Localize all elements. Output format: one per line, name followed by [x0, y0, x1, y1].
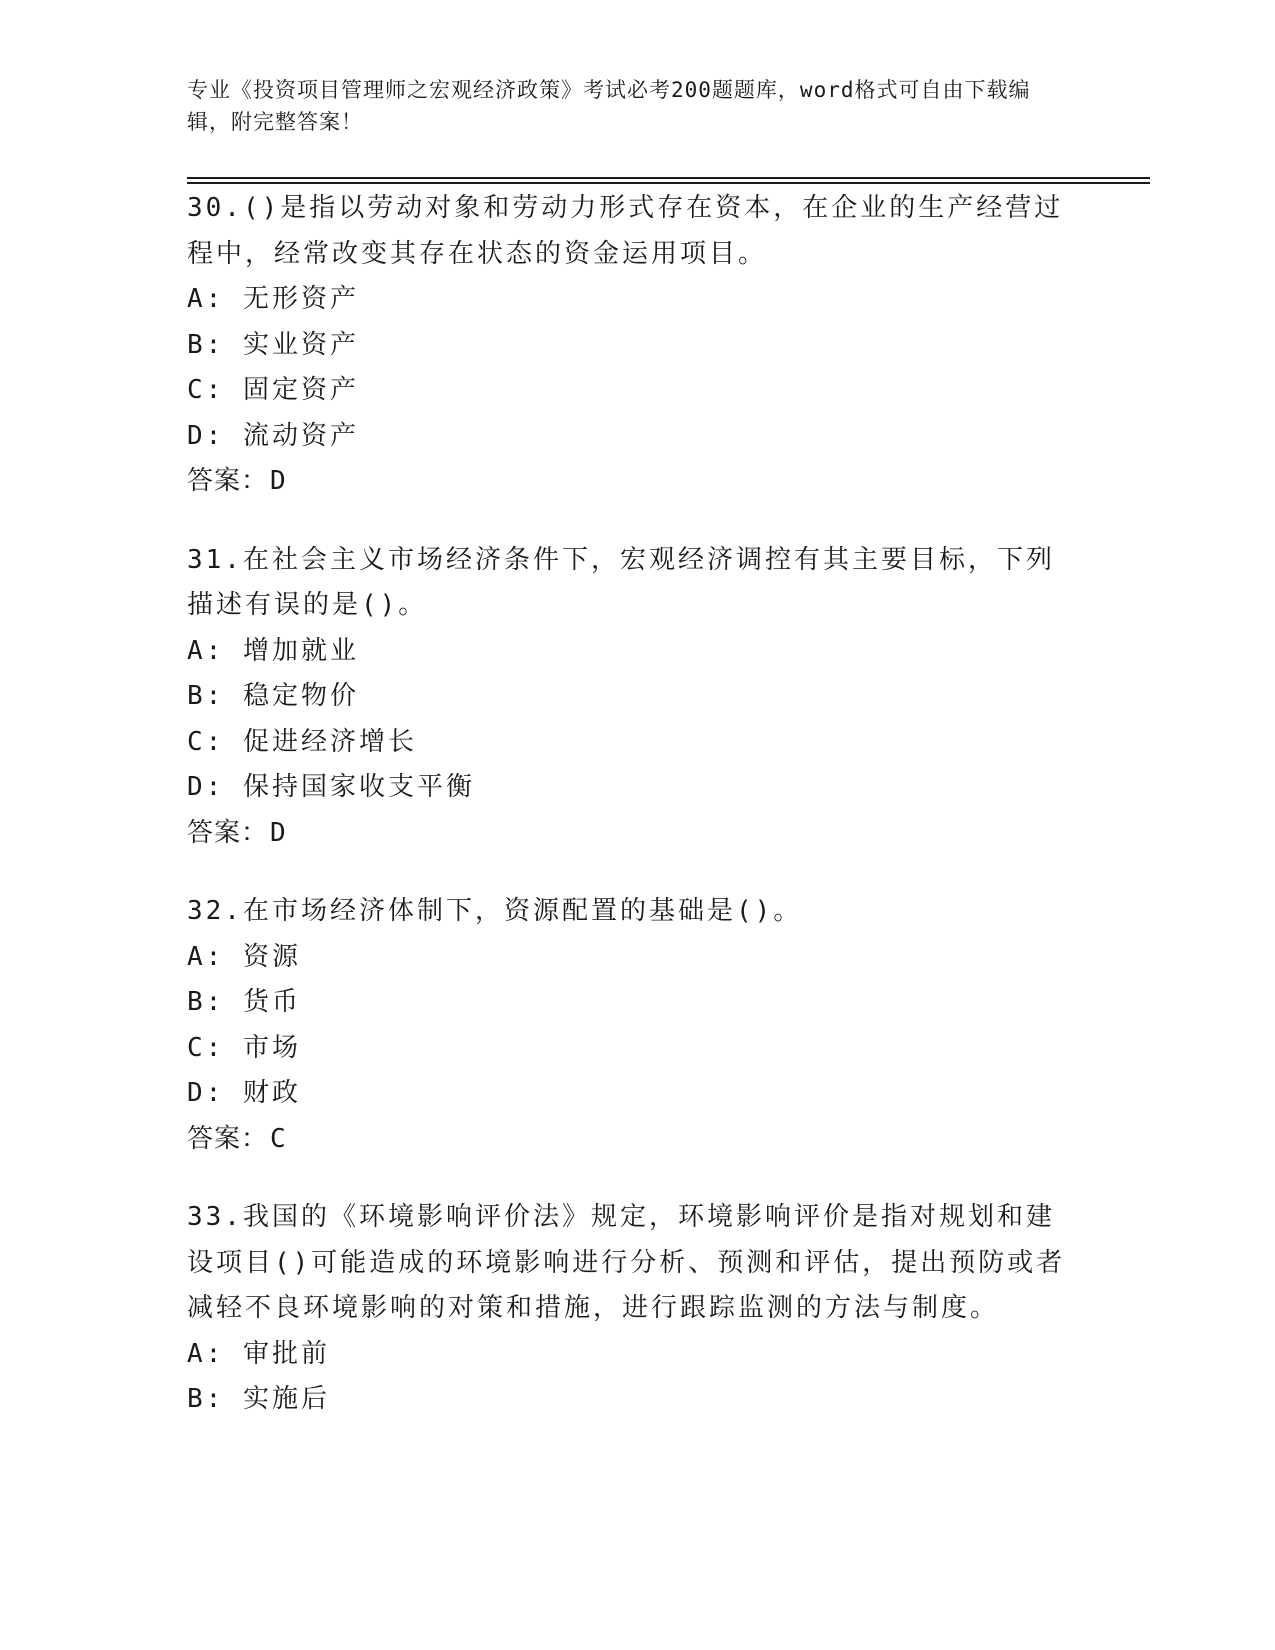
- question-text: 30.()是指以劳动对象和劳动力形式存在资本，在企业的生产经营过程中，经常改变其存在状态的资金运用项目。: [187, 193, 1064, 269]
- option-a: A: 资源: [187, 941, 301, 972]
- answer-line: [187, 459, 1077, 505]
- header-divider-top: [187, 177, 1150, 179]
- question-32: [187, 889, 1077, 1162]
- answer-label: 答案：: [187, 466, 269, 496]
- answer-line: [187, 811, 1077, 857]
- question-text: 33.我国的《环境影响评价法》规定，环境影响评价是指对规划和建设项目()可能造成的环境影响进行分析、预测和评估，提出预防或者减轻不良环境影响的对策和措施，进行跟踪监测的方法与制度。: [187, 1202, 1066, 1323]
- question-33: [187, 1195, 1077, 1423]
- answer-value: D: [270, 466, 287, 496]
- answer-value: C: [270, 1123, 287, 1154]
- option-d: D: 财政: [187, 1078, 301, 1108]
- question-text: 32.在市场经济体制下，资源配置的基础是()。: [187, 896, 803, 926]
- option-a: A: 无形资产: [187, 284, 359, 314]
- option-b: B: 实业资产: [187, 329, 359, 360]
- option-a: A: 审批前: [187, 1338, 330, 1369]
- option-c: C: 固定资产: [187, 375, 359, 405]
- option-d: D: 保持国家收支平衡: [187, 772, 475, 802]
- option-c: C: 促进经济增长: [187, 726, 417, 757]
- option-d: D: 流动资产: [187, 420, 359, 451]
- option-b: B: 实施后: [187, 1384, 330, 1414]
- question-31: [187, 538, 1077, 857]
- option-b: B: 货币: [187, 987, 301, 1017]
- option-c: C: 市场: [187, 1032, 301, 1063]
- question-list: [187, 186, 1077, 1456]
- question-text: 31.在社会主义市场经济条件下，宏观经济调控有其主要目标，下列描述有误的是()。: [187, 544, 1055, 620]
- question-30: [187, 186, 1077, 505]
- option-a: A: 增加就业: [187, 635, 359, 666]
- document-header: 专业《投资项目管理师之宏观经济政策》考试必考200题题库，word格式可自由下载编辑，附完整答案！: [187, 78, 1031, 134]
- header-divider-bottom: [187, 182, 1150, 184]
- answer-label: 答案：: [187, 1123, 269, 1154]
- answer-line: [187, 1117, 1077, 1163]
- answer-value: D: [270, 817, 287, 848]
- answer-label: 答案：: [187, 817, 269, 848]
- option-b: B: 稳定物价: [187, 681, 359, 711]
